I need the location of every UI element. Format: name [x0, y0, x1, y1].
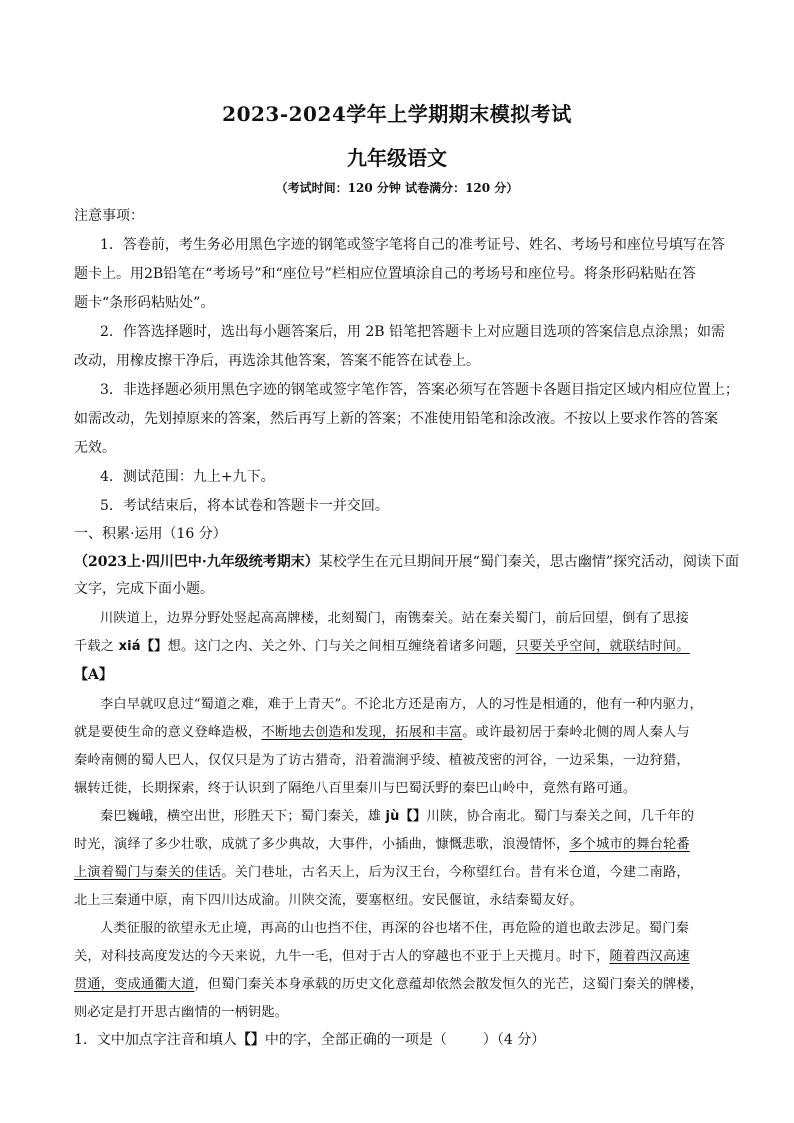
text-run: 时光，演绎了多少壮歌，成就了多少典故，大事件，小插曲，慷慨悲歌，浪漫情怀，: [74, 837, 570, 852]
text-run: 想。这门之内、关之外、门与关之间相互缠绕着诸多问题，: [167, 639, 516, 654]
fill-blank-bracket: 【】: [140, 639, 168, 654]
notice-line: 改动，用橡皮擦干净后，再选涂其他答案，答案不能答在试卷上。: [74, 353, 480, 369]
text-run: 。关门巷址，古名天上，后为汉王台，今称望红台。昔有米仓道，今建二南路，: [221, 865, 690, 880]
text-run: 中的字，全部正确的一项是（: [264, 1032, 447, 1048]
underlined-phrase: 上演着蜀门与秦关的佳话: [74, 865, 222, 880]
passage-p3-line2: [74, 835, 724, 855]
notice-line: 1．答卷前，考生务必用黑色字迹的钢笔或签字笔将自己的准考证号、姓名、考场号和座位号填写在答: [100, 237, 725, 253]
underlined-phrase: 随着西汉高速: [609, 949, 690, 964]
pinyin-ju: jù: [385, 809, 400, 824]
passage-p4-line3: [74, 975, 724, 995]
passage-p4-line2: [74, 947, 724, 967]
text-run: 关，对科技高度发达的今天来说，九牛一毛，但对于古人的穿越也不亚于上天揽月。时下，: [74, 949, 610, 964]
notice-line: 5．考试结束后，将本试卷和答题卡一并交回。: [100, 498, 389, 514]
text-run: 川陕，协合南北。蜀门与秦关之间，几千年的: [426, 809, 695, 824]
section-heading: 一、积累·运用（16 分）: [74, 526, 227, 542]
passage-p3-line1: [100, 807, 750, 827]
section-intro-line2: 文字，完成下面小题。: [74, 581, 214, 597]
passage-p2-line4: 辗转迁徙，长期探索，终于认识到了隔绝八百里秦川与巴蜀沃野的秦巴山岭中，竟然有路可通。: [74, 781, 637, 796]
notice-line: 3．非选择题必须用黑色字迹的钢笔或签字笔作答，答案必须写在答题卡各题目指定区域内相应位置上；: [100, 382, 739, 398]
text-run: 。或许最初居于秦岭北侧的周人秦人与: [462, 725, 690, 740]
passage-p2-line1: 李白早就叹息过“蜀道之难，难于上青天”。不论北方还是南方，人的习性是相通的，他有一种内驱力，: [100, 697, 703, 712]
underlined-sentence: 只要关乎空间，就联结时间。: [515, 639, 690, 654]
passage-p3-line4: 北上三秦通中原，南下四川达成渝。川陕交流，要塞枢纽。安民偃谊，永结秦蜀友好。: [74, 893, 583, 908]
label-a: 【A】: [74, 667, 113, 683]
text-run: 就是要使生命的意义登峰造极，: [74, 725, 262, 740]
notice-line: 4．测试范围：九上+九下。: [100, 469, 275, 485]
passage-p3-line3: [74, 863, 724, 883]
exam-info: （考试时间：120 分钟 试卷满分：120 分）: [275, 181, 519, 195]
underlined-phrase: 多个城市的舞台轮番: [569, 837, 690, 852]
text-run: ）（4 分）: [482, 1032, 546, 1048]
source-label: （2023上·四川巴中·九年级统考期末）: [74, 554, 319, 570]
underlined-phrase: 贯通，变成通衢大道: [74, 977, 195, 992]
text-run: ，但蜀门秦关本身承载的历史文化意蕴却依然会散发恒久的光芒，这蜀门秦关的牌楼，: [194, 977, 704, 992]
exam-subtitle: 九年级语文: [347, 146, 447, 170]
underlined-phrase: 不断地去创造和发现，拓展和丰富: [261, 725, 463, 740]
pinyin-xia: xiá: [118, 639, 141, 654]
fill-blank-bracket: 【】: [236, 1032, 265, 1048]
fill-blank-bracket: 【】: [399, 809, 427, 824]
passage-p1-line2: [74, 637, 724, 657]
notice-line: 题卡“条形码粘贴处”。: [74, 295, 215, 311]
passage-p2-line2: [74, 723, 724, 743]
question-1: [74, 1030, 724, 1050]
exam-title: 2023-2024学年上学期期末模拟考试: [222, 102, 572, 126]
text-run: 秦巴巍峨，横空出世，形胜天下；蜀门秦关，雄: [100, 809, 386, 824]
notice-line: 无效。: [74, 440, 116, 456]
passage-p4-line4: 则必定是打开思古幽情的一柄钥匙。: [74, 1005, 289, 1020]
intro-text: 某校学生在元旦期间开展“蜀门秦关，思古幽情”探究活动，阅读下面: [318, 554, 740, 570]
text-run: 千载之: [74, 639, 119, 654]
passage-p2-line3: 秦岭南侧的蜀人巴人，仅仅只是为了访古猎奇，沿着湍涧乎绫、植被茂密的河谷，一边采集，一边狩猎，: [74, 753, 690, 768]
passage-p4-line1: 人类征服的欲望永无止境，再高的山也挡不住，再深的谷也堵不住，再危险的道也敢去涉足。蜀门秦: [100, 921, 690, 936]
notice-line: 如需改动，先划掉原来的答案，然后再写上新的答案；不准使用铅笔和涂改液。不按以上要求作答的答案: [74, 411, 718, 427]
text-run: 1．文中加点字注音和填人: [74, 1032, 237, 1048]
notice-line: 题卡上。用2B铅笔在“考场号”和“座位号”栏相应位置填涂自己的考场号和座位号。将条形码粘贴在答: [74, 266, 696, 282]
section-intro: [74, 552, 740, 572]
passage-p1-line1: 川陕道上，边界分野处竖起高高牌楼，北刻蜀门，南镌秦关。站在秦关蜀门，前后回望，倒有了思接: [100, 611, 690, 626]
notice-heading: 注意事项：: [74, 208, 144, 224]
notice-line: 2．作答选择题时，选出每小题答案后，用 2B 铅笔把答题卡上对应题目选项的答案信息点涂黑；如需: [100, 324, 726, 340]
